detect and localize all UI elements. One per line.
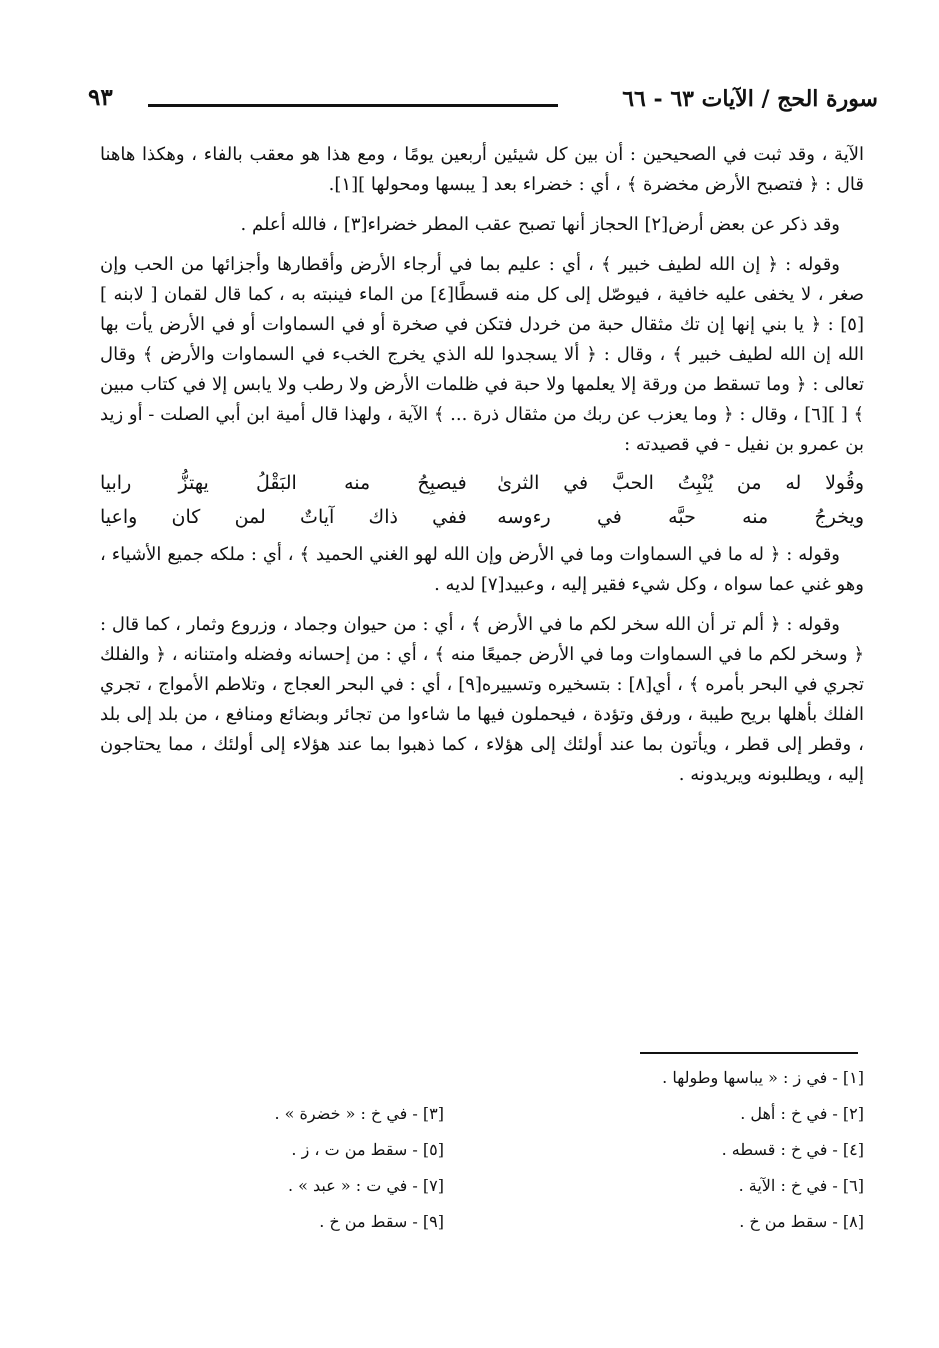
- verse-second-half: فيصبِحُ منه البَقْلُ يهتزُّ رابيا: [100, 472, 467, 494]
- paragraph-5: وقوله : ﴿ ألم تر أن الله سخر لكم ما في الأرض ﴾ ، أي : من حيوان وجماد ، وزروع وثمار ، كما قال : ﴿ وسخر لكم ما في السماوات وما في الأرض جميعًا منه ﴾ ، أي : من إحسانه وفضله وامتنانه ، ﴿ والفلك تجري في البحر بأمره ﴾ ، أي[٨] : بتسخيره وتسييره[٩] ، أي : في البحر العجاج ، وتلاطم الأمواج ، تجري الفلك بأهلها بريح طيبة ، ورفق وتؤدة ، فيحملون فيها ما شاءوا من تجائر وبضائع ومنافع ، من بلد إلى بلد ، وقطر إلى قطر ، ويأتون بما عند أولئك إلى هؤلاء ، كما ذهبوا بما عند هؤلاء إلى أولئك ، مما يحتاجون إليه ، ويطلبونه ويريدونه .: [100, 614, 864, 785]
- main-text: [100, 140, 864, 796]
- footnotes: [200, 1068, 864, 1248]
- footnote-separator: [640, 1052, 858, 1054]
- footnote: [٨] - سقط من خ .: [739, 1212, 864, 1231]
- footnote: [٤] - في خ : قسطه .: [721, 1140, 864, 1159]
- running-title: سورة الحج / الآيات ٦٣ - ٦٦: [622, 86, 878, 112]
- paragraph-3: وقوله : ﴿ إن الله لطيف خبير ﴾ ، أي : عليم بما في أرجاء الأرض وأقطارها وأجزائها من الحب وإن صغر ، لا يخفى عليه خافية ، فيوصّل إلى كل منه قسطًا[٤] من الماء فينبته به ، كما قال لقمان [ لابنه ][٥] : ﴿ يا بني إنها إن تك مثقال حبة من خردل فتكن في صخرة أو في السماوات أو في الأرض يأت بها الله إن الله لطيف خبير ﴾ ، وقال : ﴿ ألا يسجدوا لله الذي يخرج الخبء في السماوات والأرض ﴾ وقال تعالى : ﴿ وما تسقط من ورقة إلا يعلمها ولا حبة في ظلمات الأرض ولا رطب ولا يابس إلا في كتاب مبين ﴾ [ ][٦] ، وقال : ﴿ وما يعزب عن ربك من مثقال ذرة ... ﴾ الآية ، ولهذا قال أمية ابن أبي الصلت - أو زيد بن عمرو بن نفيل - في قصيدته :: [100, 254, 865, 455]
- footnote: [٣] - في خ : « خضرة » .: [274, 1104, 444, 1123]
- poem: [100, 466, 864, 534]
- footnote: [٢] - في خ : أهل .: [740, 1104, 864, 1123]
- footnote: [٩] - سقط من خ .: [319, 1212, 444, 1231]
- poem-verse: [100, 500, 864, 534]
- footnote: [٥] - سقط من ت ، ز .: [291, 1140, 444, 1159]
- page-number: ٩٣: [88, 84, 113, 111]
- header-rule: [148, 104, 558, 107]
- paragraph-2: وقد ذكر عن بعض أرض[٢] الحجاز أنها تصبح عقب المطر خضراء[٣] ، فالله أعلم .: [240, 214, 840, 235]
- footnote: [١] - في ز : « يباسها وطولها .: [662, 1068, 864, 1087]
- paragraph-1: الآية ، وقد ثبت في الصحيحين : أن بين كل شيئين أربعين يومًا ، ومع هذا هو معقب بالفاء ، وهكذا هاهنا قال : ﴿ فتصبح الأرض مخضرة ﴾ ، أي : خضراء بعد [ يبسها ومحولها ][١].: [100, 144, 864, 195]
- poem-verse: [100, 466, 864, 500]
- page-header: [88, 86, 878, 126]
- verse-first-half: ويخرجُ منه حبَّه في رءوسه: [497, 506, 864, 528]
- verse-second-half: ففي ذاك آياتٌ لمن كان واعيا: [100, 506, 467, 528]
- footnote: [٦] - في خ : الآية .: [738, 1176, 864, 1195]
- paragraph-4: وقوله : ﴿ له ما في السماوات وما في الأرض وإن الله لهو الغني الحميد ﴾ ، أي : ملكه جميع الأشياء ، وهو غني عما سواه ، وكل شيء فقير إليه ، وعبيد[٧] لديه .: [100, 544, 864, 595]
- verse-first-half: وقُولا له من يُنْبِتُ الحبَّ في الثرىٰ: [497, 472, 864, 494]
- footnote: [٧] - في ت : « عبد » .: [287, 1176, 444, 1195]
